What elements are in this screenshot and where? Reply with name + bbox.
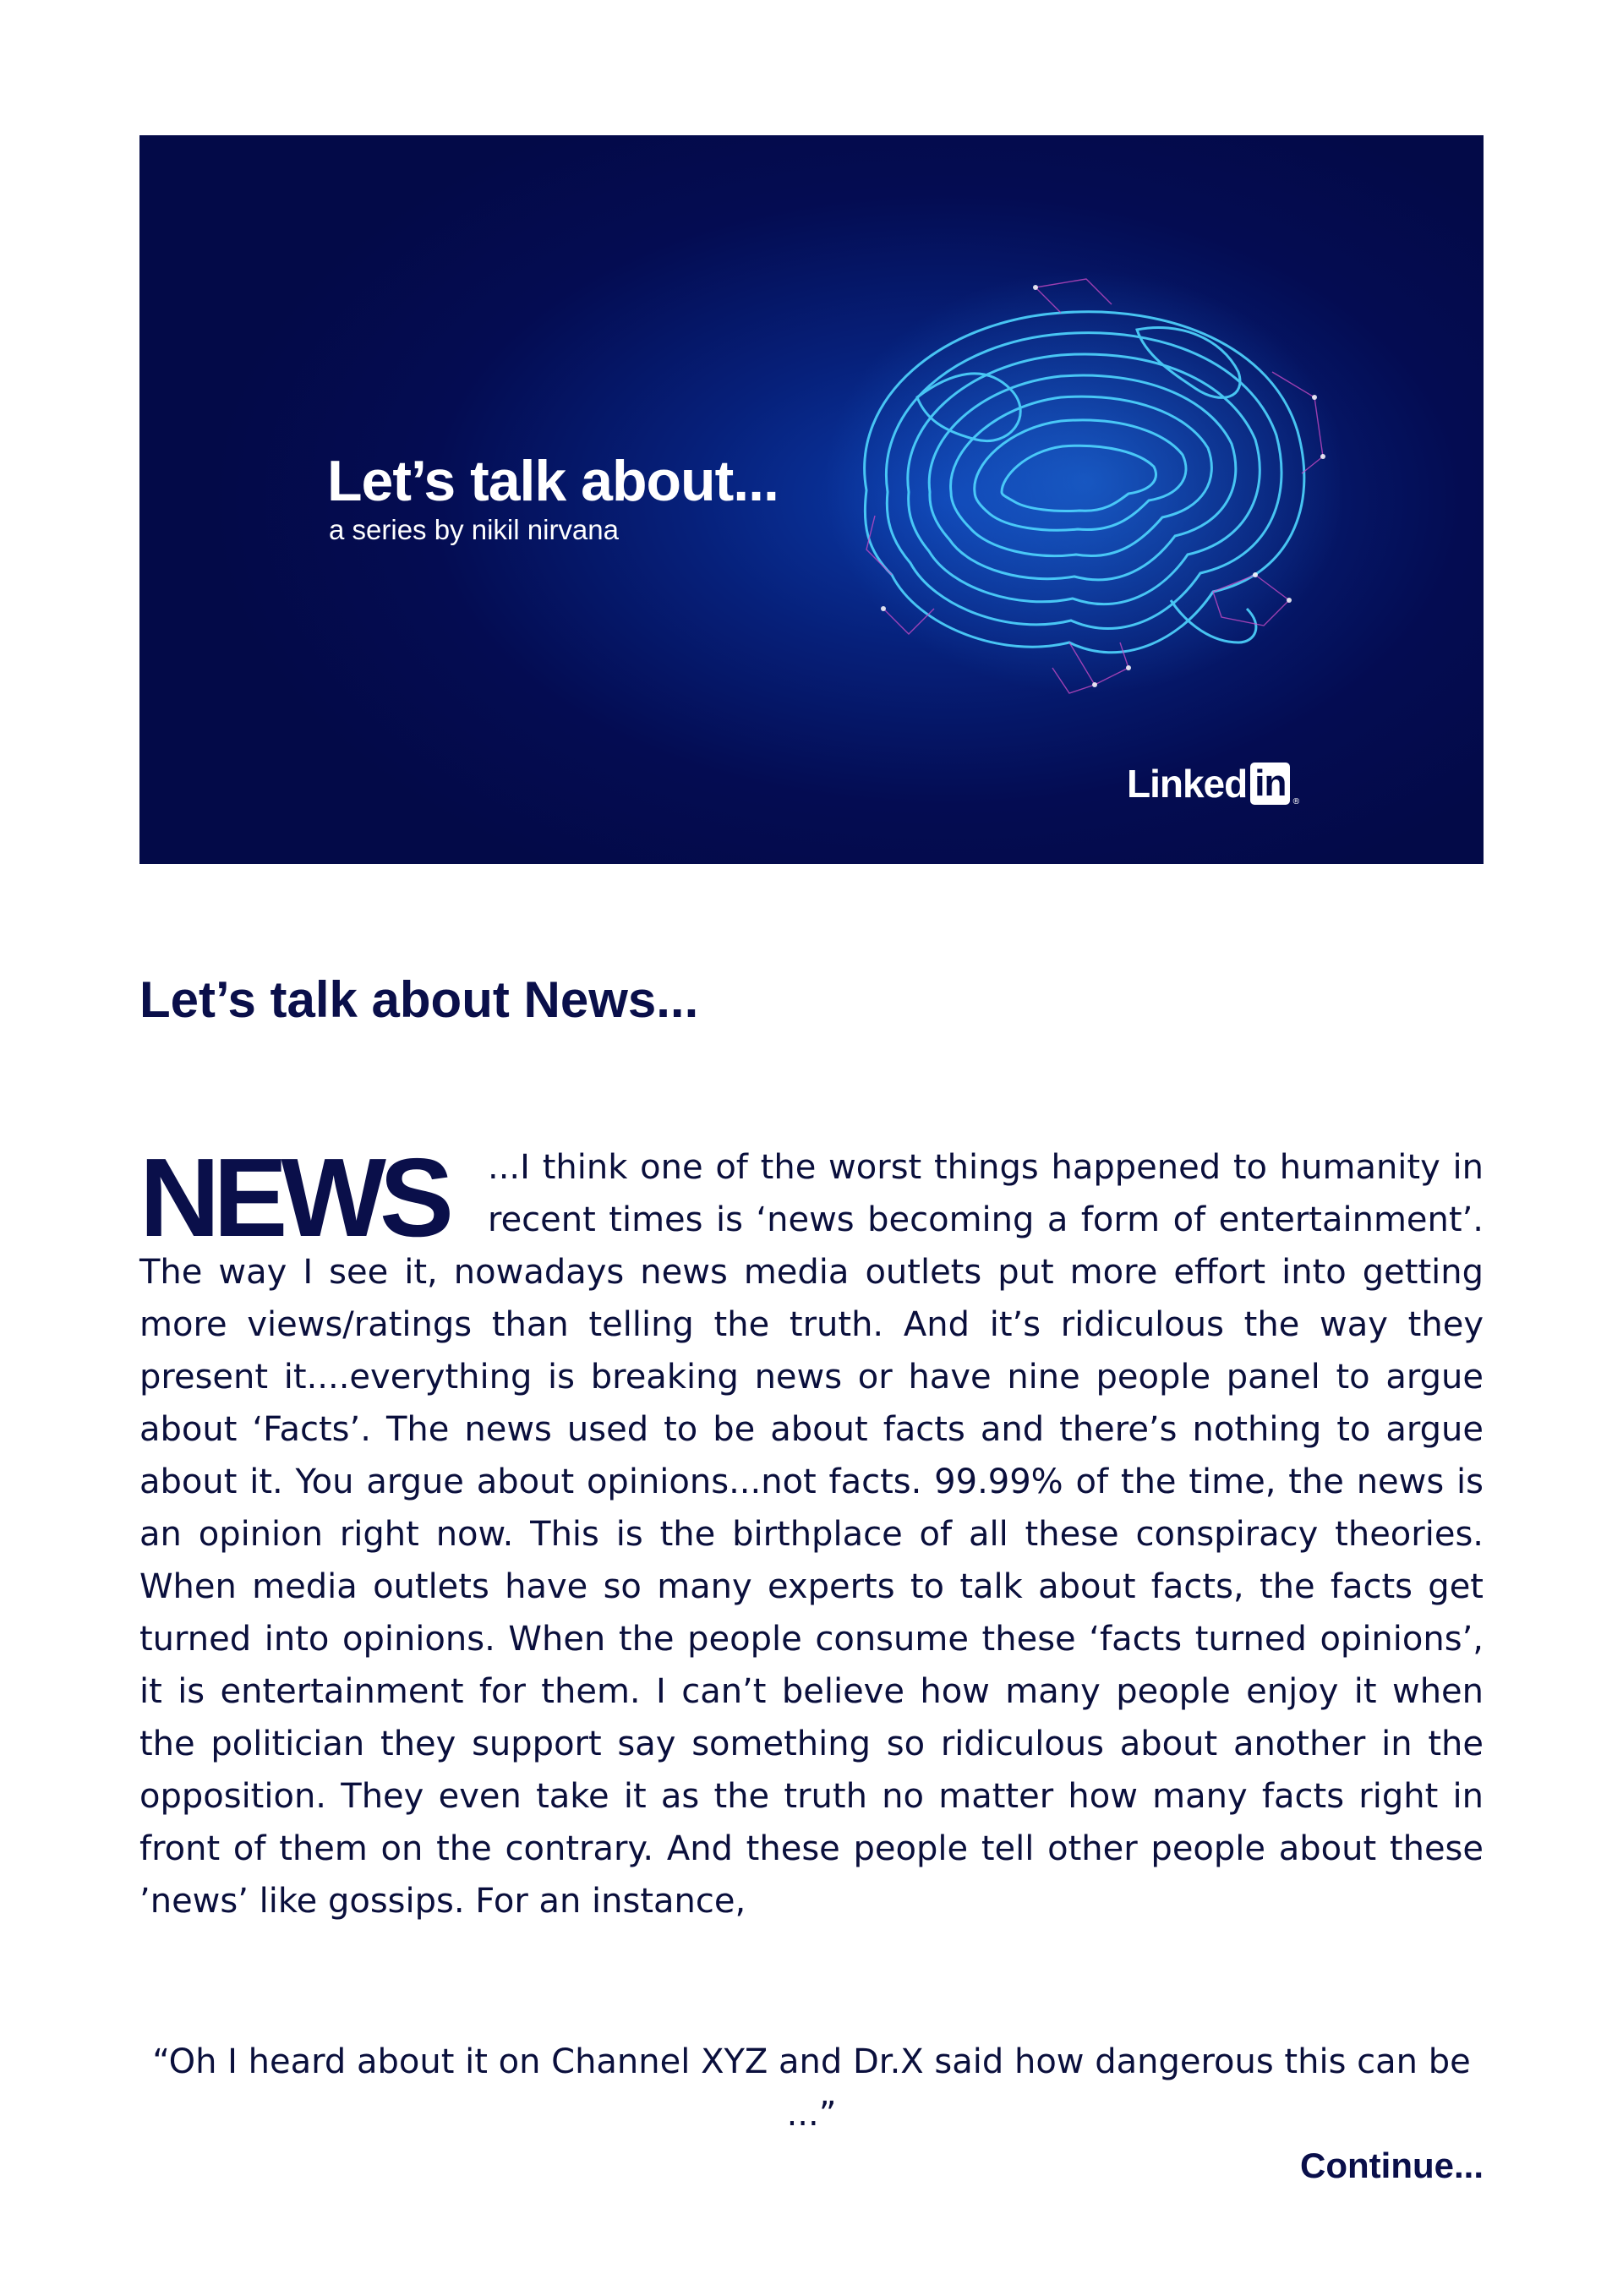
article-body-text: ...I think one of the worst things happened to humanity in recent times is ‘news becoming a form of entertainment’. The way I see it, nowadays news media outlets put more effort into getting more views/ratings than telling the truth. And it’s ridiculous the way they present it....everything is breaking news or have nine people panel to argue about ‘Facts’. The news used to be about facts and there’s nothing to argue about it. You argue about opinions...not facts. 99.99% of the time, the news is an opinion right now. This is the birthplace of all these conspiracy theories. When media outlets have so many experts to talk about facts, the facts get turned into opinions. When the people consume these ‘facts turned opinions’, it is entertainment for them. I can’t believe how many people enjoy it when the politician they support say something so ridiculous about another in the opposition. They even take it as the truth no matter how many facts right in front of them on the contrary. And these people tell other people about these ’news’ like gossips. For an instance,: [139, 1148, 1484, 1921]
dropcap-news: NEWS: [139, 1135, 447, 1260]
linkedin-logo: [1127, 761, 1300, 806]
registered-mark-icon: ®: [1292, 797, 1301, 806]
banner-title: Let’s talk about...: [327, 449, 779, 513]
banner-subtitle: a series by nikil nirvana: [329, 514, 619, 545]
article-heading: Let’s talk about News...: [139, 971, 699, 1028]
linkedin-logo-box: in: [1250, 763, 1290, 805]
continue-label: Continue...: [1300, 2146, 1484, 2185]
article-body: [139, 1135, 1484, 1927]
article-quote: “Oh I heard about it on Channel XYZ and Dr.X said how dangerous this can be ...”: [152, 2042, 1471, 2134]
header-banner: [139, 135, 1484, 864]
linkedin-logo-text: Linked: [1127, 762, 1248, 806]
brain-illustration: [816, 271, 1340, 710]
